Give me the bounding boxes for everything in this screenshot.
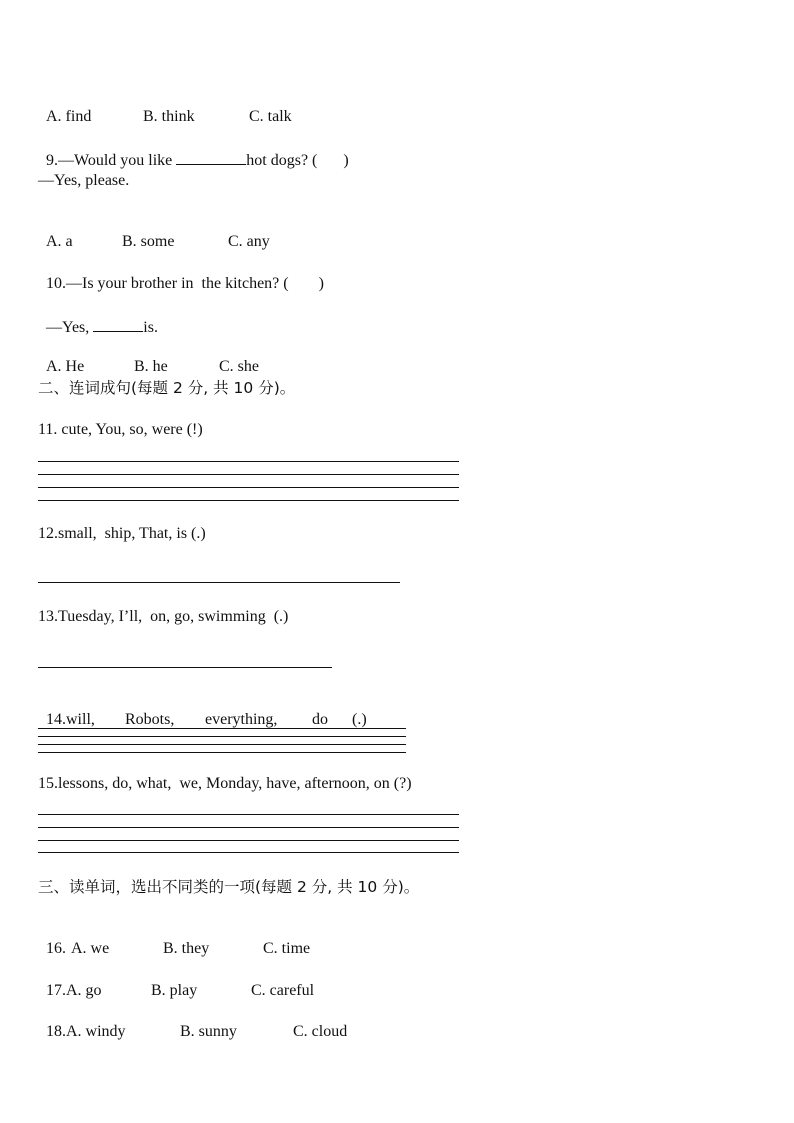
q8-options <box>38 87 292 127</box>
q10-option-a[interactable]: A. He <box>46 358 85 375</box>
q15-writing-line-3[interactable] <box>38 840 459 841</box>
q14-word-1: 14.will, <box>46 711 95 728</box>
q12-answer-line[interactable] <box>38 582 400 583</box>
q18-option-c[interactable]: C. cloud <box>293 1023 348 1040</box>
q16-option-c[interactable]: C. time <box>263 940 311 957</box>
q10-question <box>38 254 324 294</box>
q17-options <box>38 961 314 1001</box>
q9-options <box>38 212 270 252</box>
q10-answer-suffix: is. <box>143 319 158 336</box>
q10-blank[interactable] <box>93 316 143 332</box>
q10-options <box>38 337 259 377</box>
q14-word-5: (.) <box>352 711 367 728</box>
q15-writing-line-1[interactable] <box>38 814 459 815</box>
q8-option-b[interactable]: B. think <box>143 108 195 125</box>
q14-writing-line-4[interactable] <box>38 752 406 753</box>
q11-prompt: 11. cute, You, so, were (!) <box>38 421 203 438</box>
q16-options <box>38 919 310 959</box>
section-3-heading: 三、读单词，选出不同类的一项(每题 2 分, 共 10 分)。 <box>38 878 420 896</box>
q14-writing-line-2[interactable] <box>38 736 406 737</box>
q9-answer: —Yes, please. <box>38 172 130 189</box>
q14-word-3: everything, <box>205 711 278 728</box>
q11-writing-line-3[interactable] <box>38 487 459 488</box>
q11-writing-line-2[interactable] <box>38 474 459 475</box>
q10-prefix: 10.—Is your brother in the kitchen? ( <box>46 275 289 292</box>
q14-word-4: do <box>312 711 328 728</box>
q10-close: ) <box>318 275 324 292</box>
q14-word-2: Robots, <box>125 711 175 728</box>
q8-option-a[interactable]: A. find <box>46 108 92 125</box>
q10-option-b[interactable]: B. he <box>134 358 168 375</box>
q17-number: 17. <box>46 982 66 999</box>
q9-suffix: hot dogs? ( <box>246 152 318 169</box>
q16-option-b[interactable]: B. they <box>163 940 210 957</box>
q8-option-c[interactable]: C. talk <box>249 108 292 125</box>
q10-option-c[interactable]: C. she <box>219 358 259 375</box>
q14-writing-line-1[interactable] <box>38 728 406 729</box>
q12-prompt: 12.small, ship, That, is (.) <box>38 525 206 542</box>
q9-option-a[interactable]: A. a <box>46 233 73 250</box>
q9-option-c[interactable]: C. any <box>228 233 270 250</box>
q9-blank[interactable] <box>176 149 246 165</box>
q18-number: 18. <box>46 1023 66 1040</box>
q16-number: 16. <box>46 940 66 957</box>
q15-writing-line-4[interactable] <box>38 852 459 853</box>
q9-option-b[interactable]: B. some <box>122 233 175 250</box>
q9-prefix: 9.—Would you like <box>46 152 177 169</box>
q16-option-a[interactable]: A. we <box>71 940 110 957</box>
q15-writing-line-2[interactable] <box>38 827 459 828</box>
q13-prompt: 13.Tuesday, I’ll, on, go, swimming (.) <box>38 608 289 625</box>
q15-prompt: 15.lessons, do, what, we, Monday, have, afternoon, on (?) <box>38 775 412 792</box>
q18-option-b[interactable]: B. sunny <box>180 1023 237 1040</box>
q14-prompt <box>38 690 367 730</box>
q13-answer-line[interactable] <box>38 667 332 668</box>
q17-option-a[interactable]: A. go <box>66 982 102 999</box>
q18-options <box>38 1002 347 1042</box>
section-2-heading: 二、连词成句(每题 2 分, 共 10 分)。 <box>38 379 296 397</box>
q14-writing-line-3[interactable] <box>38 744 406 745</box>
q11-writing-line-1[interactable] <box>38 461 459 462</box>
q9-close: ) <box>343 152 349 169</box>
q17-option-c[interactable]: C. careful <box>251 982 315 999</box>
q11-writing-line-4[interactable] <box>38 500 459 501</box>
q10-answer <box>38 296 158 338</box>
q9-question <box>38 129 349 171</box>
q18-option-a[interactable]: A. windy <box>66 1023 126 1040</box>
q10-answer-prefix: —Yes, <box>46 319 94 336</box>
q17-option-b[interactable]: B. play <box>151 982 198 999</box>
